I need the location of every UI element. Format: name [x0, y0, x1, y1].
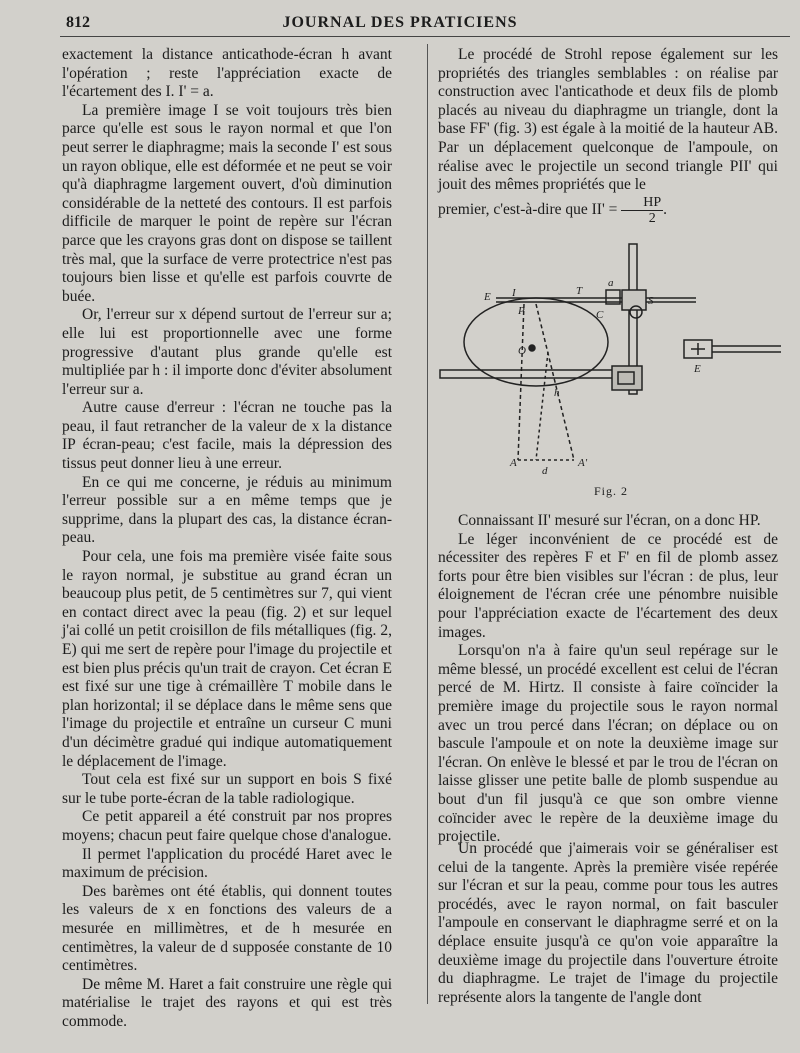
- paragraph: Connaissant II' mesuré sur l'écran, on a donc HP.: [458, 512, 761, 529]
- paragraph-text: Le procédé de Strohl repose également sur les propriétés des triangles semblables : on réalise par construction avec l'anticathode et deux fils de plomb placés au niveau du diaphragme un triangle, dont la base FF' (fig. 3) est égale à la moitié de la hauteur AB. Par un déplacement quelconque de l'ampoule, on réalise avec le projectile un second triangle PII' qui jouit des mêmes propriétés que le: [438, 46, 778, 194]
- paragraph: Autre cause d'erreur : l'écran ne touche pas la peau, il faut retrancher de la valeur de x la distance IP écran-peau; c'est facile, mais la dépression des tissus peut donner lieu à une erreur.: [62, 399, 392, 473]
- right-column-top: [438, 46, 778, 226]
- paragraph: exactement la distance anticathode-écran h avant l'opération ; reste l'appréciation exacte de l'écartement des I. I' = a.: [62, 46, 392, 101]
- formula-fraction: [621, 195, 663, 226]
- column-divider: [427, 44, 428, 1004]
- figure-caption: Fig. 2: [593, 484, 628, 498]
- figure-label: P: [518, 305, 525, 317]
- paragraph: Or, l'erreur sur x dépend surtout de l'erreur sur a; elle lui est proportionnelle avec une forme progressive d'autant plus grande qu'elle est multipliée par h : il importe donc d'éviter absolument l'erreur sur a.: [62, 306, 392, 398]
- page-number: 812: [66, 14, 90, 31]
- formula-numerator: HP: [621, 195, 663, 211]
- paragraph: De même M. Haret a fait construire une règle qui matérialise le trajet des rayons et qui est très commode.: [62, 975, 392, 1030]
- figure-label: C: [596, 309, 604, 321]
- right-column-bottom: [438, 840, 778, 1007]
- left-column: [62, 46, 392, 1031]
- table-plate: [440, 370, 640, 378]
- apparatus-diagram: [436, 232, 786, 482]
- formula-denominator: 2: [648, 210, 656, 226]
- paragraph: Le procédé de Strohl repose également sur les propriétés des triangles semblables : on réalise par construction avec l'anticathode et deux fils de plomb placés au niveau du diaphragme un triangle, dont la base FF' (fig. 3) est égale à la moitié de la hauteur AB. Par un déplacement quelconque de l'ampoule, on réalise avec le projectile un second triangle PII' qui jouit des mêmes propriétés que le premier, c'est-à-dire que II' = $\frac{HP}{2}$ .: [438, 46, 778, 226]
- figure-label: h: [554, 387, 560, 399]
- paragraph: La première image I se voit toujours très bien parce qu'elle est sous le rayon normal et que l'on peut serrer le diaphragme; mais la seconde I' est sous un rayon oblique, elle est déformée et ne peut se voir qu'à diaphragme largement ouvert, d'où diminution considérable de la netteté des contours. Il est parfois difficile de marquer le point de repère sur l'écran parce que les crayons gras dont on dispose se taillent très mal, que la surface de verre protectrice n'est pas toujours bien lisse et qu'elle est parfois couvrte de buée.: [62, 101, 392, 305]
- ray-normal: [518, 304, 524, 460]
- base-block: [612, 366, 642, 390]
- projectile: [529, 345, 535, 351]
- figure-label: T: [576, 285, 583, 297]
- paragraph: Il permet l'application du procédé Haret avec le maximum de précision.: [62, 845, 392, 882]
- paragraph: En ce qui me concerne, je réduis au minimum l'erreur possible sur a en même temps que je supprime, dans la plupart des cas, la distance écran-peau.: [62, 473, 392, 547]
- figure-label: S: [648, 295, 654, 307]
- figure-label: O: [518, 345, 526, 357]
- figure-label: E: [484, 291, 491, 303]
- figure-label: d: [542, 465, 548, 477]
- paragraph: Un procédé que j'aimerais voir se généraliser est celui de la tangente. Après la première visée repérée sur l'écran et sur la peau, comme pour tous les autres procédés, avec le rayon normal, on fait basculer l'ampoule en conservant le diaphragme serré et on la déplace ensuite jusqu'à ce qu'on voie apparaître la deuxième image du projectile dans l'ouverture étroite du diaphragme. Le trajet de l'image du projectile représente alors la tangente de l'angle dont: [438, 840, 778, 1006]
- figure-label: A: [510, 457, 517, 469]
- formula-lead: premier, c'est-à-dire que II' =: [438, 200, 618, 218]
- figure-label: I: [512, 287, 516, 299]
- figure-label: E: [694, 363, 701, 375]
- paragraph: Tout cela est fixé sur un support en bois S fixé sur le tube porte-écran de la table radiologique.: [62, 771, 392, 807]
- paragraph: Pour cela, une fois ma première visée faite sous le rayon normal, je substitue au grand écran un beaucoup plus petit, de 5 centimètres sur 7, qui vient en contact direct avec la peau (fig. 2) et sur lequel j'ai collé un petit croisillon de fils métalliques (fig. 2, E) qui me sert de repère pour l'image du projectile et est bien plus précis qu'un trait de crayon. Cet écran E est fixé sur une tige à crémaillère T mobile dans le plan horizontal; il se déplace dans le même sens que l'image du projectile et entraîne un curseur C muni d'un décimètre gradué qui indique automatiquement le déplacement de l'image.: [62, 548, 392, 770]
- figure-2: [436, 232, 786, 500]
- paragraph: Lorsqu'on n'a à faire qu'un seul repérage sur le même blessé, un procédé excellent est celui de l'écran percé de M. Hirtz. Il consiste à faire coïncider la première image du projectile sous le rayon normal avec un trou percé dans l'écran; on déplace ou on bascule l'ampoule et on note la deuxième image sur l'écran. On enlève le blessé et par le trou de l'écran on laisse glisser une petite balle de plomb suspendue au bout d'un fil jusqu'à ce que son ombre vienne coïncider avec le repère de la deuxième image du projectile.: [438, 642, 778, 846]
- header-rule: [60, 36, 790, 37]
- page-header: [0, 12, 800, 38]
- paragraph: Le léger inconvénient de ce procédé est de nécessiter des repères F et F' en fil de plomb assez forts pour être bien visibles sur l'écran : de plus, leur éloignement de l'écran crée une pénombre nuisible pour l'appréciation exacte de l'écartement des deux images.: [438, 530, 778, 641]
- right-column-middle: [438, 512, 778, 847]
- journal-title: JOURNAL DES PRATICIENS: [282, 14, 518, 31]
- paragraph: Des barèmes ont été établis, qui donnent toutes les valeurs de x en fonctions des valeurs de a mesurée en millimètres, et de h mesurée en centimètres, la valeur de d supposée constante de 10 centimètres.: [62, 882, 392, 975]
- patient-section: [464, 298, 608, 386]
- figure-label: A': [578, 457, 588, 469]
- figure-label: a: [608, 277, 614, 289]
- paragraph: Ce petit appareil a été construit par nos propres moyens; chacun peut faire quelque chose d'analogue.: [62, 808, 392, 844]
